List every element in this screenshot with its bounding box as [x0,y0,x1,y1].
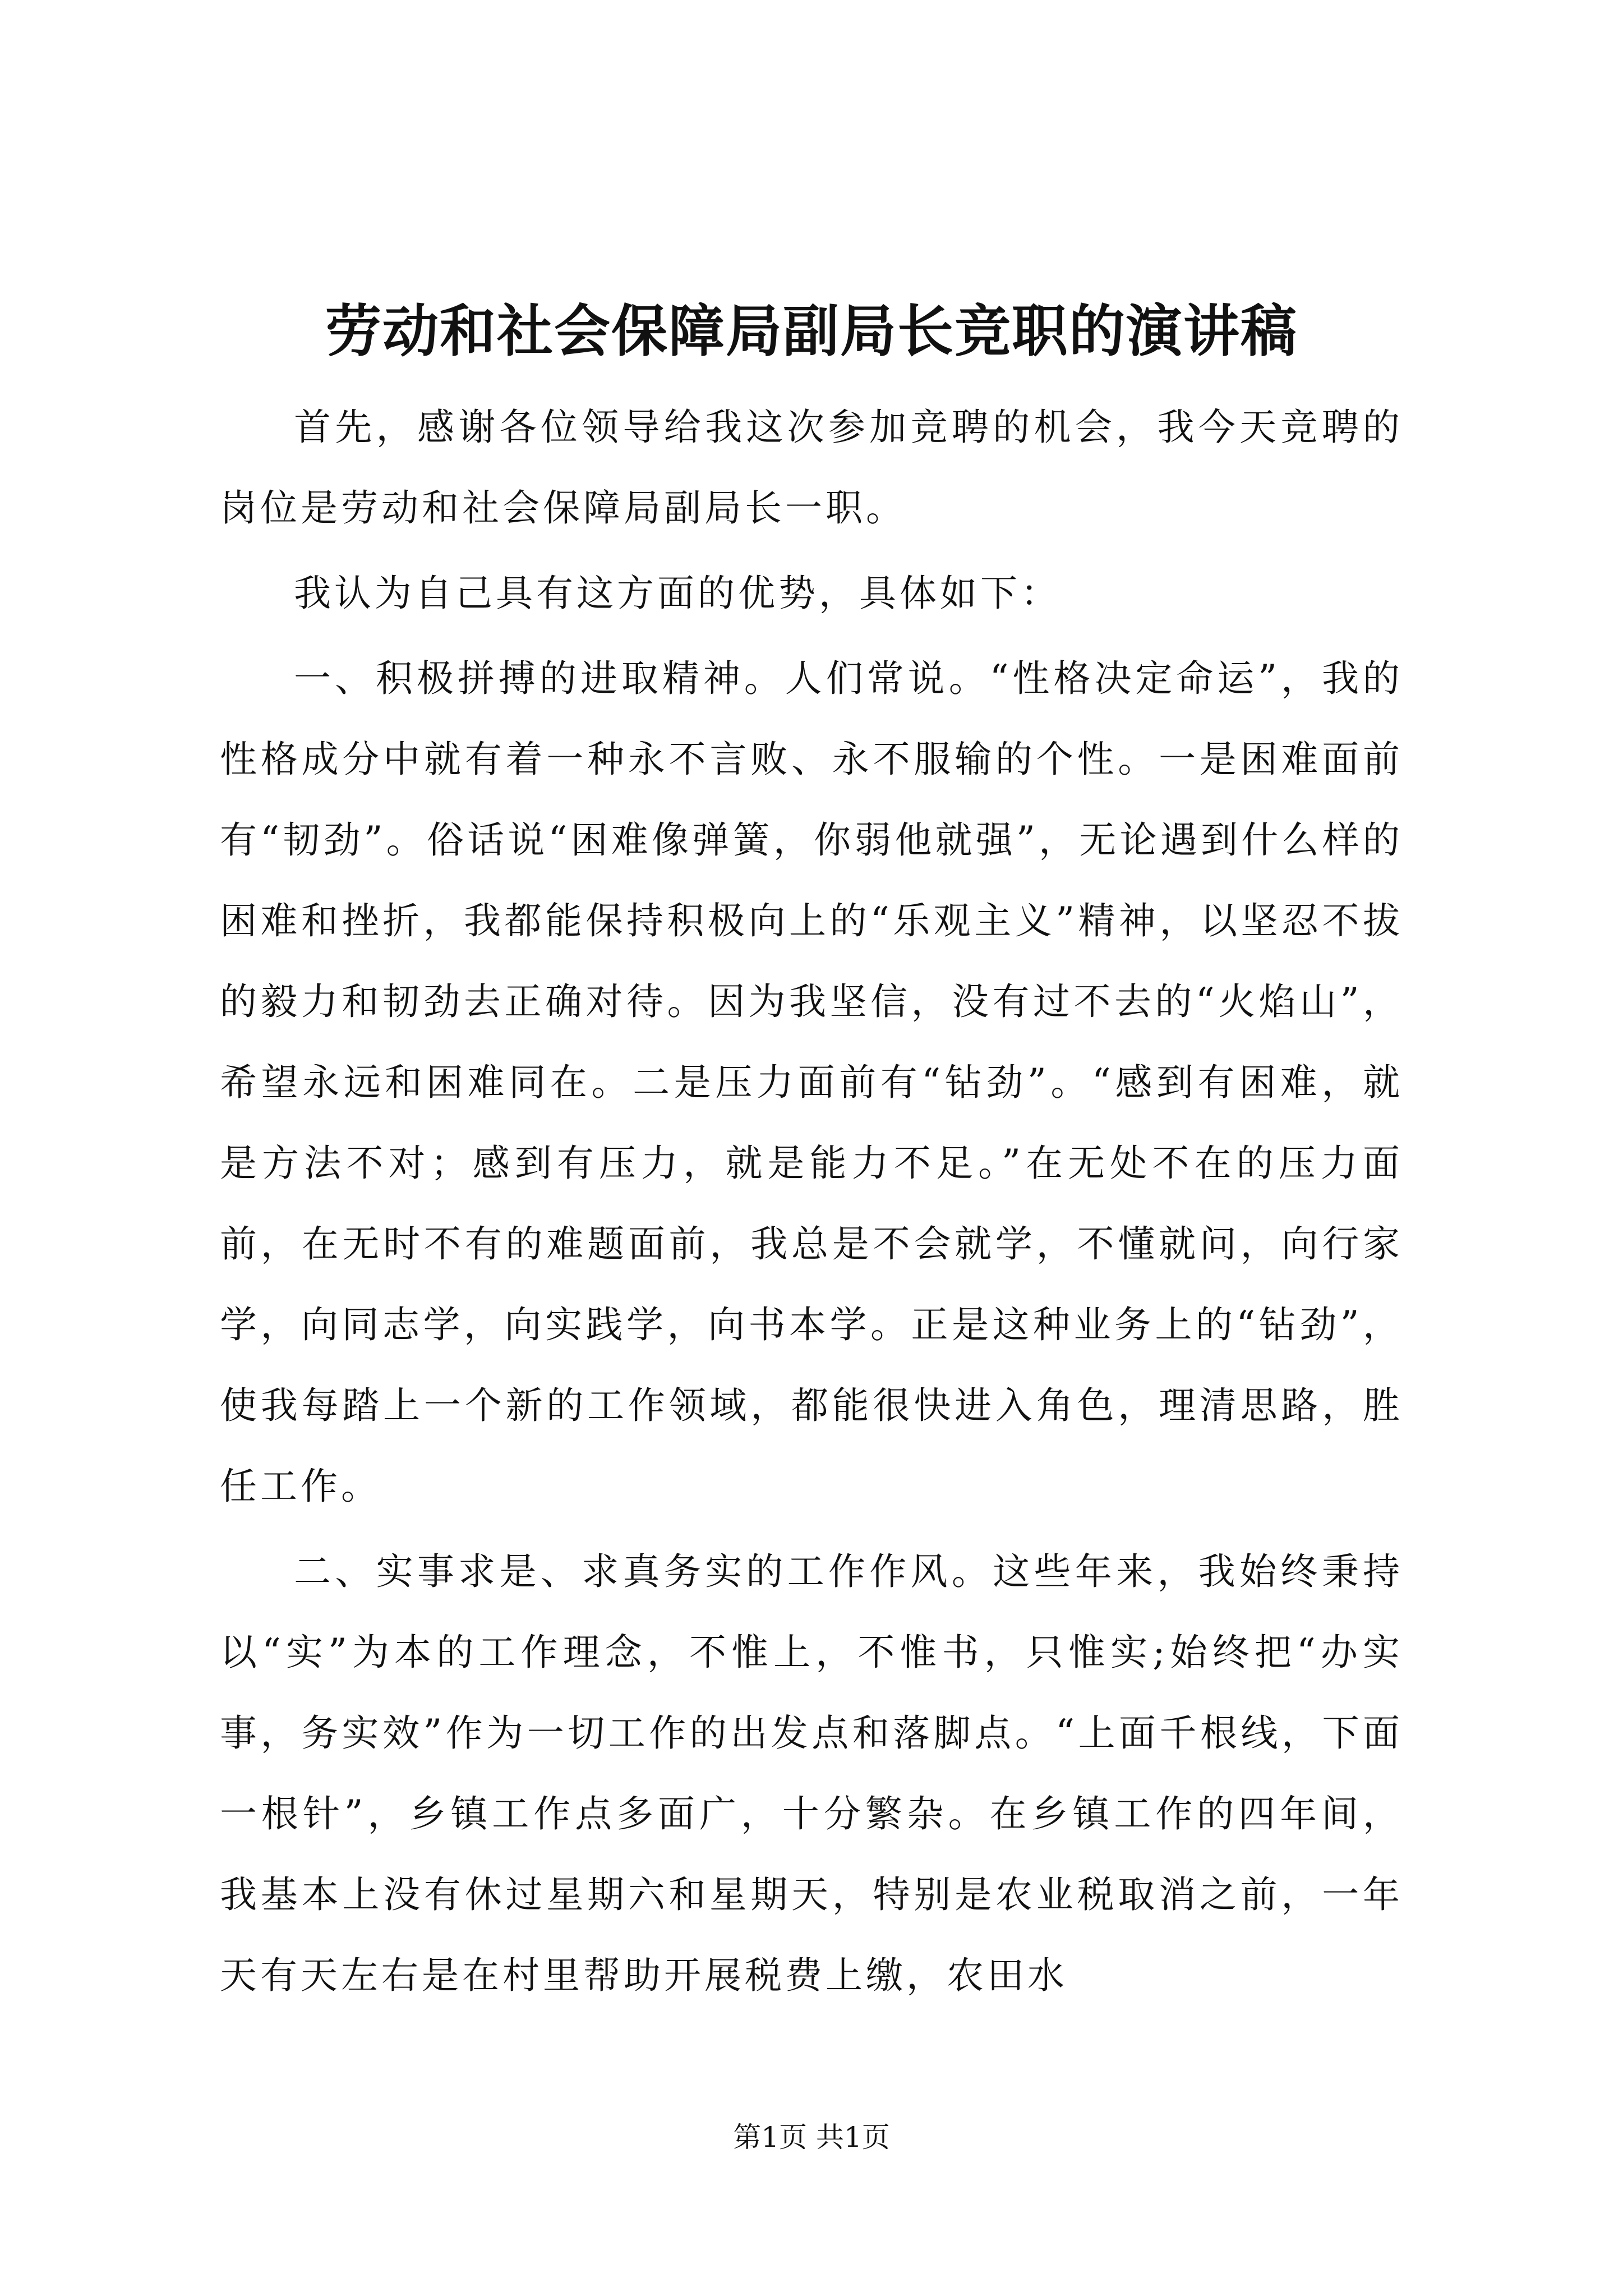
paragraph-intro: 首先，感谢各位领导给我这次参加竞聘的机会，我今天竞聘的岗位是劳动和社会保障局副局长一职。 [220,406,1403,530]
paragraph-point-two: 二、实事求是、求真务实的工作作风。这些年来，我始终秉持以“实”为本的工作理念，不惟上，不惟书，只惟实;始终把“办实事，务实效”作为一切工作的出发点和落脚点。“上面千根线，下面一根针”，乡镇工作点多面广，十分繁杂。在乡镇工作的四年间，我基本上没有休过星期六和星期天，特别是农业税取消之前，一年天有天左右是在村里帮助开展税费上缴，农田水 [220,1550,1403,1997]
page-number-footer: 第1页 共1页 [733,2121,890,2154]
document-title: 劳动和社会保障局副局长竞职的演讲稿 [325,298,1298,364]
document-body [220,387,1403,2021]
paragraph-point-one: 一、积极拼搏的进取精神。人们常说。“性格决定命运”，我的性格成分中就有着一种永不言败、永不服输的个性。一是困难面前有“韧劲”。俗话说“困难像弹簧，你弱他就强”，无论遇到什么样的困难和挫折，我都能保持积极向上的“乐观主义”精神，以坚忍不拔的毅力和韧劲去正确对待。因为我坚信，没有过不去的“火焰山”，希望永远和困难同在。二是压力面前有“钻劲”。“感到有困难，就是方法不对；感到有压力，就是能力不足。”在无处不在的压力面前，在无时不有的难题面前，我总是不会就学，不懂就问，向行家学，向同志学，向实践学，向书本学。正是这种业务上的“钻劲”，使我每踏上一个新的工作领域，都能很快进入角色，理清思路，胜任工作。 [220,657,1403,1508]
paragraph-advantages: 我认为自己具有这方面的优势，具体如下： [294,572,1061,615]
